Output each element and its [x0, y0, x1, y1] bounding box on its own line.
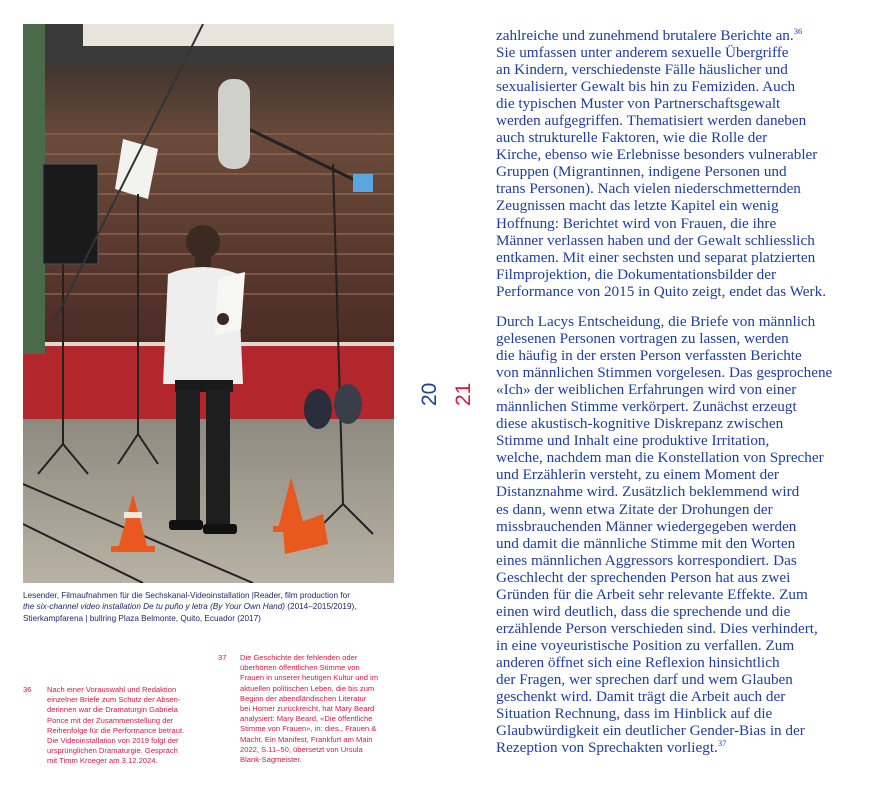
- footnote-line: mit Timm Kroeger am 3.12.2024.: [47, 756, 158, 766]
- text-line: in eine voyeuristische Position zu verfallen. Zum: [496, 636, 795, 654]
- photo-illustration: [23, 24, 394, 583]
- text-line-content: Rezeption von Sprechakten vorliegt.: [496, 739, 718, 757]
- footnote-line: einzelner Briefe zum Schutz der Absen-: [47, 695, 181, 705]
- footnote-line: Stimme von Frauen», in: dies., Frauen &: [240, 724, 377, 734]
- page-number-right: 21: [452, 382, 475, 406]
- text-line: Distanznahme wird. Zusätzlich beklemmend wird: [496, 483, 800, 501]
- body-paragraph-1: [496, 27, 871, 300]
- text-line: Sie umfassen unter anderem sexuelle Übergriffe: [496, 44, 789, 62]
- footnote-line: Die Geschichte der fehlenden oder: [240, 653, 358, 662]
- text-line: gelesenen Personen vortragen zu lassen, werden: [496, 330, 789, 348]
- footnote-line: Beginn der abendländischen Literatur: [240, 693, 367, 703]
- caption-line: Lesender, Filmaufnahmen für die Sechskanal-Videoinstallation |Reader, film production for: [23, 591, 350, 600]
- footnote-line: analysiert: Mary Beard, «Die öffentliche: [240, 714, 373, 724]
- text-line: auch strukturelle Faktoren, wie die Rolle der: [496, 129, 768, 147]
- footnote-line: 2022, S.11–50, übersetzt von Ursula: [240, 744, 363, 754]
- footnote-line: derinnen war die Dramaturgin Gabriela: [47, 705, 178, 715]
- footnote-number: 37: [218, 653, 227, 662]
- photo-caption: [23, 590, 395, 624]
- text-line: von männlichen Stimmen vorgelesen. Das gesprochene: [496, 364, 833, 382]
- text-line: [496, 739, 871, 756]
- text-line: trans Personen). Nach vielen niederschmetternden: [496, 180, 801, 198]
- footnote-line: bei Homer zurückreicht, hat Mary Beard: [240, 704, 375, 714]
- text-line: Stimme und Inhalt eine produktive Irritation,: [496, 432, 770, 450]
- text-line: der Fragen, wer sprechen darf und wem Glauben: [496, 670, 793, 688]
- footnote-line: Nach einer Vorauswahl und Redaktion: [47, 685, 177, 694]
- text-line: geschenkt wird. Damit trägt die Arbeit auch der: [496, 688, 786, 706]
- text-line: es dann, wenn etwa Zitate der Drohungen der: [496, 500, 773, 518]
- text-line: erzählende Person verschieden sind. Dies verhindert,: [496, 619, 818, 637]
- text-line: eines männlichen Aggressors korrespondiert. Das: [496, 551, 797, 569]
- footnote-text: [47, 685, 217, 767]
- text-line: einen wird deutlich, dass die sprechende und die: [496, 602, 791, 620]
- text-line: missbrauchenden Männer wiedergegeben werden: [496, 517, 797, 535]
- text-line: werden aufgegriffen. Thematisiert werden daneben: [496, 112, 807, 130]
- text-line: Geschlecht der sprechenden Person hat aus zwei: [496, 568, 791, 586]
- body-paragraph-2: [496, 313, 871, 756]
- text-line: an Kindern, verschiedenste Fälle häuslicher und: [496, 61, 788, 79]
- text-line: Glaubwürdigkeit ein deutlicher Gender-Bias in der: [496, 722, 805, 740]
- footnote-37: [218, 653, 398, 773]
- text-line: Durch Lacys Entscheidung, die Briefe von männlich: [496, 313, 816, 330]
- text-line: welche, nachdem man die Konstellation von Sprecher: [496, 449, 824, 467]
- footnote-line: aktuellen politischen Leben, die bis zum: [240, 683, 375, 693]
- text-line: die typischen Muster von Partnerschaftsgewalt: [496, 95, 781, 113]
- text-line: und damit die männliche Stimme mit den Worten: [496, 534, 796, 552]
- footnote-line: Blank-Sagmeister.: [240, 755, 302, 765]
- text-line: Hoffnung: Berichtet wird von Frauen, die ihre: [496, 214, 777, 232]
- text-line: [496, 27, 871, 44]
- text-line: Zeugnissen macht das letzte Kapitel ein wenig: [496, 197, 779, 215]
- text-line: Gründen für die Arbeit sehr relevante Effekte. Zum: [496, 585, 808, 603]
- text-line: Kirche, ebenso wie Erlebnisse besonders vulnerabler: [496, 146, 818, 164]
- footnote-line: ursprünglichen Dramaturgie. Gespräch: [47, 746, 178, 756]
- text-line: anderen öffnet sich eine Reflexion hinsichtlich: [496, 653, 780, 671]
- footnote-line: Macht. Ein Manifest, Frankfurt am Main: [240, 734, 373, 744]
- footnote-ref[interactable]: 37: [717, 738, 727, 749]
- text-line: «Ich» der weiblichen Erfahrungen wird von einer: [496, 381, 797, 399]
- footnote-ref[interactable]: 36: [793, 26, 803, 36]
- text-line: Männer verlassen haben und der Gewalt schliesslich: [496, 231, 815, 249]
- text-line: entkamen. Mit einer sechsten und separat platzierten: [496, 248, 816, 266]
- text-line: Situation Rechnung, dass im Hinblick auf die: [496, 705, 773, 723]
- text-line: Filmprojektion, die Dokumentationsbilder der: [496, 265, 777, 283]
- caption-italic: the six-channel video installation: [23, 602, 141, 612]
- page-number-left: 20: [418, 382, 441, 406]
- footnote-text: [240, 653, 390, 765]
- footnote-line: überhörten öffentlichen Stimme von: [240, 663, 360, 673]
- text-line: sexualisierter Gewalt bis hin zu Femiziden. Auch: [496, 78, 796, 96]
- footnote-line: Frauen in unserer heutigen Kultur und im: [240, 673, 379, 683]
- footnote-number: 36: [23, 685, 32, 694]
- footnote-line: Ponce mit der Zusammenstellung der: [47, 715, 174, 725]
- caption-dates: (2014–2015/2019),: [287, 602, 357, 612]
- text-line: und Erzählerin versteht, zu einem Moment der: [496, 466, 779, 484]
- footnote-line: Reihenfolge für die Performance betraut.: [47, 725, 185, 735]
- text-line: Gruppen (Migrantinnen, indigene Personen und: [496, 163, 787, 181]
- text-line: diese akustisch-kognitive Diskrepanz zwischen: [496, 415, 784, 433]
- footnote-36: [23, 685, 218, 775]
- caption-line: Stierkampfarena | bullring Plaza Belmonte, Quito, Ecuador (2017): [23, 613, 261, 623]
- caption-work-title: De tu puño y letra (By Your Own Hand): [143, 602, 286, 612]
- text-line: die häufig in der ersten Person verfassten Berichte: [496, 347, 802, 365]
- film-production-photo: [23, 24, 394, 583]
- footnote-line: Die Videoinstallation von 2019 folgt der: [47, 736, 179, 746]
- text-line: Performance von 2015 in Quito zeigt, endet das Werk.: [496, 282, 827, 300]
- caption-line: [23, 601, 395, 612]
- text-line-content: zahlreiche und zunehmend brutalere Berichte an.: [496, 27, 794, 44]
- text-line: männlichen Stimme verkörpert. Zunächst erzeugt: [496, 398, 797, 416]
